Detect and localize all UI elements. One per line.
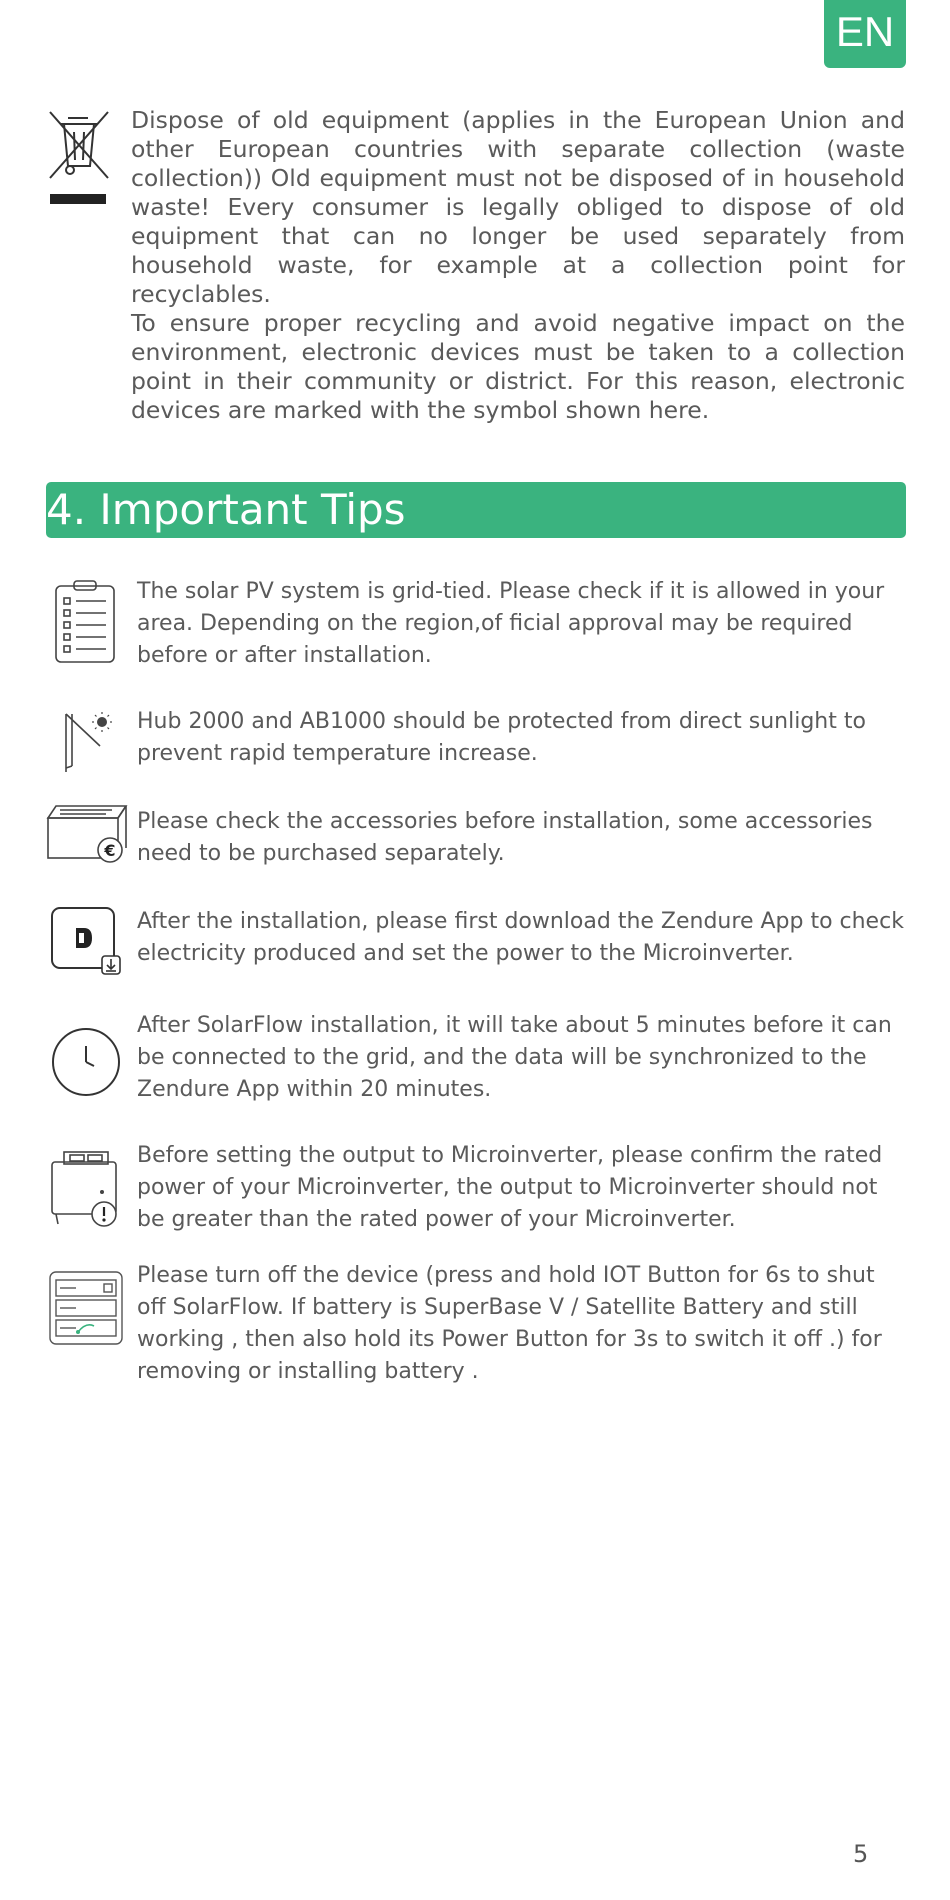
disposal-notice <box>131 106 905 425</box>
tip-text: Please turn off the device (press and hold IOT Button for 6s to shut off SolarFlow. If battery is SuperBase V / Satellite Battery and still working , then also hold its Power Button for 3s to switch it off .) for removing or installing battery . <box>137 1263 882 1384</box>
tip-text: The solar PV system is grid-tied. Please check if it is allowed in your area. Depending on the region,of ficial approval may be required before or after installation. <box>137 579 885 668</box>
sunshade-icon <box>60 710 116 774</box>
tip-text: After the installation, please first download the Zendure App to check electricity produced and set the power to the Microinverter. <box>137 909 904 966</box>
language-badge: EN <box>824 0 906 68</box>
tip-text: Please check the accessories before installation, some accessories need to be purchased separately. <box>137 809 873 866</box>
disposal-paragraph-2: To ensure proper recycling and avoid negative impact on the environment, electronic devices must be taken to a collection point in their community or district. For this reason, electronic devices are marked with the symbol shown here. <box>131 309 905 424</box>
zendure-app-download-icon <box>50 904 122 976</box>
microinverter-warning-icon <box>50 1148 124 1230</box>
disposal-paragraph-1: Dispose of old equipment (applies in the European Union and other European countries with separate collection (waste collection)) Old equipment must not be disposed of in household waste! Every consumer is legally obliged to dispose of old equipment that can no longer be used separately from household waste, for example at a collection point for recyclables. <box>131 106 905 308</box>
section-header <box>46 482 906 538</box>
checklist-clipboard-icon <box>52 580 118 666</box>
section-title: 4. Important Tips <box>46 485 406 534</box>
tip-text: After SolarFlow installation, it will take about 5 minutes before it can be connected to the grid, and the data will be synchronized to the Zendure App within 20 minutes. <box>137 1013 892 1102</box>
battery-stack-icon <box>48 1270 124 1346</box>
clock-icon <box>50 1026 124 1100</box>
tip-text: Hub 2000 and AB1000 should be protected from direct sunlight to prevent rapid temperature increase. <box>137 709 866 766</box>
svg-text:€: € <box>104 841 116 860</box>
accessory-box-euro-icon <box>46 804 128 866</box>
page-number: 5 <box>853 1840 869 1868</box>
crossed-out-wheelie-bin-icon <box>46 110 112 210</box>
tip-text: Before setting the output to Microinverter, please confirm the rated power of your Microinverter, the output to Microinverter should not be greater than the rated power of your Microinverter. <box>137 1143 883 1232</box>
